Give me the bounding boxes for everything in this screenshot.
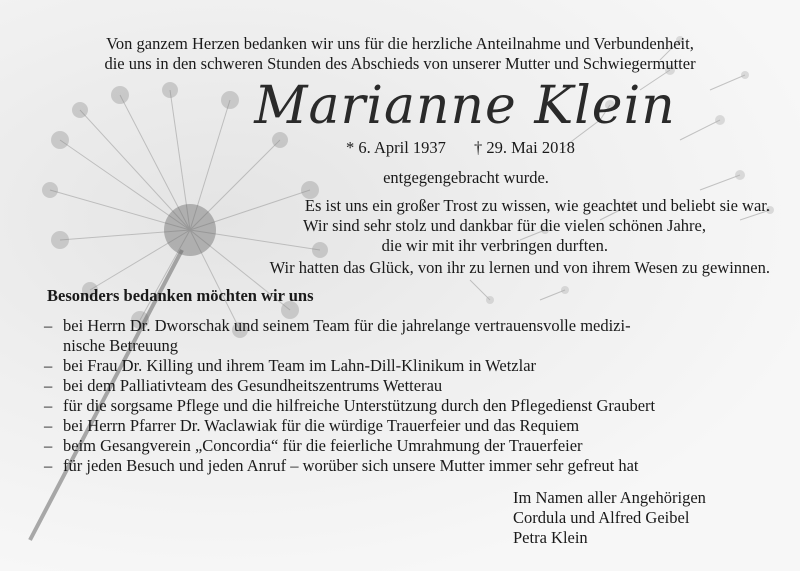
list-item-text: für die sorgsame Pflege und die hilfreiche Unterstützung durch den Pflegedienst Graubert (63, 396, 656, 415)
signature-line-3: Petra Klein (513, 528, 588, 547)
list-item-text: bei Herrn Dr. Dworschak und seinem Team für die jahrelange vertrauensvolle medizi- (63, 316, 631, 335)
signature-line-2: Cordula und Alfred Geibel (513, 508, 690, 527)
intro-line-2: die uns in den schweren Stunden des Abschieds von unserer Mutter und Schwiegermutter (104, 54, 696, 73)
quote-line-3: die wir mit ihr verbringen durften. (381, 236, 608, 255)
list-dash: – (44, 416, 53, 435)
quote-line-2: Wir sind sehr stolz und dankbar für die vielen schönen Jahre, (302, 216, 706, 235)
deceased-name: Marianne Klein (254, 76, 676, 136)
list-dash: – (44, 356, 53, 375)
list-item-text: bei Herrn Pfarrer Dr. Waclawiak für die würdige Trauerfeier und das Requiem (63, 416, 580, 435)
list-item-text: bei dem Palliativteam des Gesundheitszentrums Wetterau (63, 376, 443, 395)
list-dash: – (44, 456, 53, 475)
quote-line-4: Wir hatten das Glück, von ihr zu lernen und von ihrem Wesen zu gewinnen. (269, 258, 770, 277)
received-line: entgegengebracht wurde. (383, 168, 549, 187)
list-dash: – (44, 316, 53, 335)
death-date: † 29. Mai 2018 (474, 138, 575, 157)
list-item-text: für jeden Besuch und jeden Anruf – worüber sich unsere Mutter immer sehr gefreut hat (63, 456, 639, 475)
intro-line-1: Von ganzem Herzen bedanken wir uns für die herzliche Anteilnahme und Verbundenheit, (106, 34, 694, 53)
list-dash: – (44, 436, 53, 455)
list-item-text: beim Gesangverein „Concordia“ für die feierliche Umrahmung der Trauerfeier (63, 436, 583, 455)
thanks-heading: Besonders bedanken möchten wir uns (47, 286, 314, 305)
birth-date: * 6. April 1937 (346, 138, 446, 157)
list-item-text: bei Frau Dr. Killing und ihrem Team im Lahn-Dill-Klinikum in Wetzlar (63, 356, 537, 375)
list-dash: – (44, 376, 53, 395)
list-dash: – (44, 396, 53, 415)
signature-line-1: Im Namen aller Angehörigen (513, 488, 706, 507)
quote-line-1: Es ist uns ein großer Trost zu wissen, wie geachtet und beliebt sie war. (304, 196, 770, 215)
list-item-text: nische Betreuung (63, 336, 179, 355)
